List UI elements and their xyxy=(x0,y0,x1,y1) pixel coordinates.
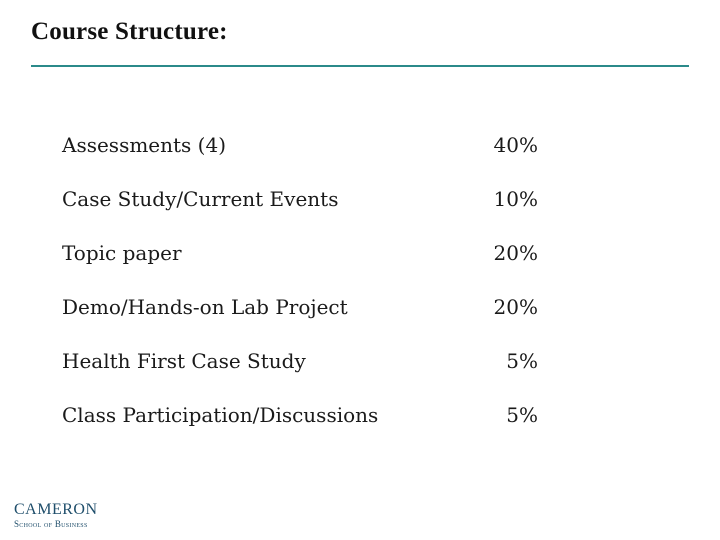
item-label: Topic paper xyxy=(62,241,182,265)
title-divider xyxy=(31,65,689,67)
list-item xyxy=(62,290,562,344)
item-label: Health First Case Study xyxy=(62,349,306,373)
item-weight: 5% xyxy=(506,349,538,373)
list-item xyxy=(62,236,562,290)
item-weight: 10% xyxy=(493,187,538,211)
list-item xyxy=(62,182,562,236)
item-label: Demo/Hands-on Lab Project xyxy=(62,295,348,319)
page-title: Course Structure: xyxy=(31,18,228,45)
list-item xyxy=(62,344,562,398)
item-weight: 40% xyxy=(493,133,538,157)
item-label: Case Study/Current Events xyxy=(62,187,339,211)
item-weight: 5% xyxy=(506,403,538,427)
item-label: Assessments (4) xyxy=(62,133,227,157)
list-item xyxy=(62,128,562,182)
list-item xyxy=(62,398,562,452)
grading-list xyxy=(62,128,562,452)
cameron-logo xyxy=(14,502,98,530)
item-weight: 20% xyxy=(493,295,538,319)
logo-subtitle: School of Business xyxy=(14,519,88,529)
item-label: Class Participation/Discussions xyxy=(62,403,379,427)
item-weight: 20% xyxy=(493,241,538,265)
logo-name: CAMERON xyxy=(14,501,98,518)
